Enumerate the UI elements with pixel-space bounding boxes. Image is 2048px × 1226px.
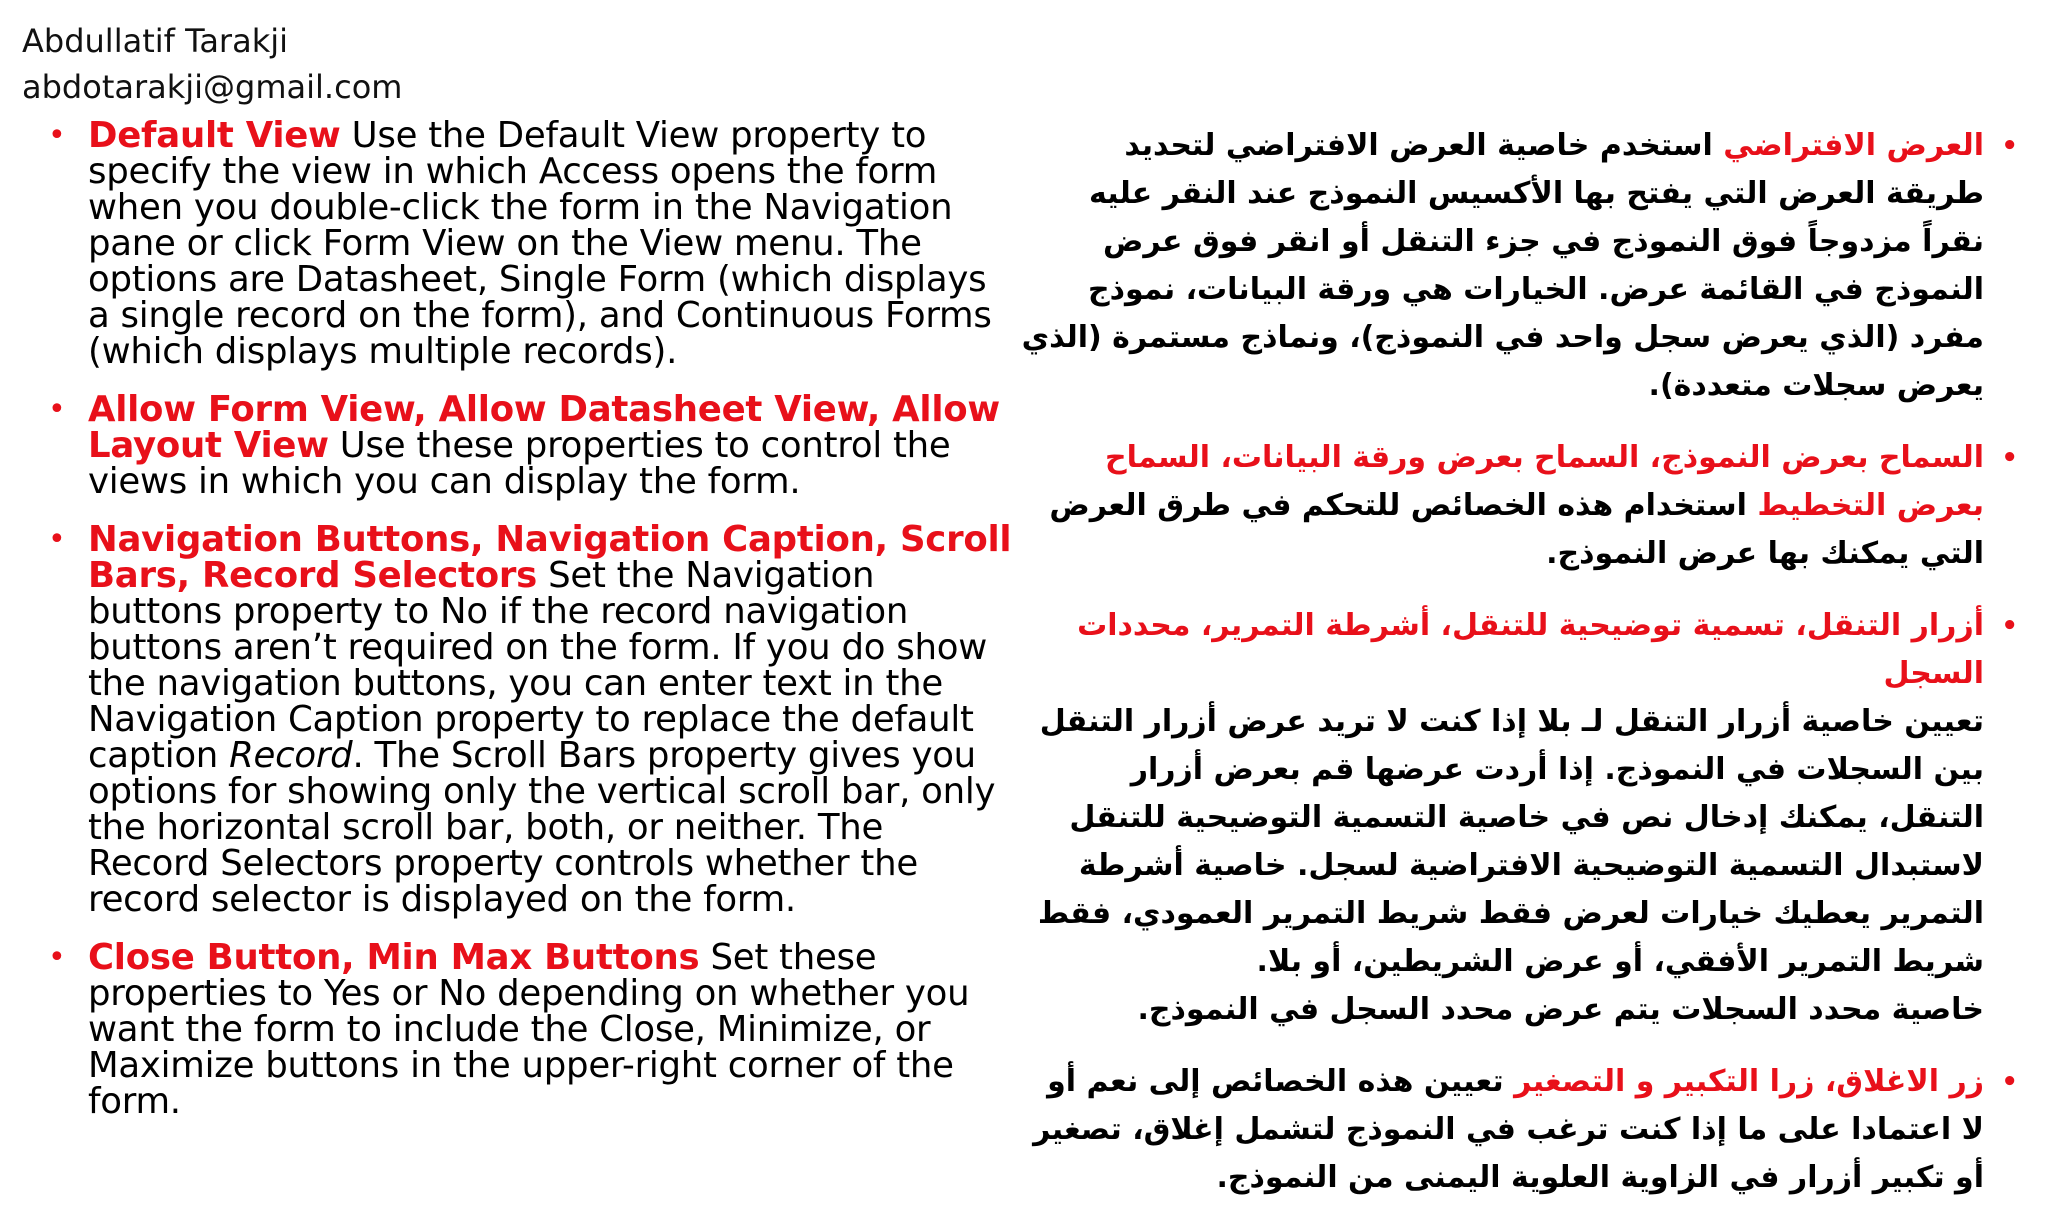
arabic-item-close-button — [1018, 1058, 2018, 1202]
item-title: Close Button, Min Max Buttons — [88, 937, 700, 978]
english-item-navigation — [44, 519, 1014, 920]
item-body: استخدام هذه الخصائص للتحكم في طرق العرض التي يمكنك بها عرض النموذج. — [1049, 488, 1984, 571]
item-italic-term: Record — [229, 735, 353, 776]
author-email: abdotarakji@gmail.com — [22, 68, 403, 106]
english-item-close-button — [44, 937, 1014, 1122]
item-body: تعيين خاصية أزرار التنقل لـ بلا إذا كنت لا تريد عرض أزرار التنقل بين السجلات في النموذج. إذا أردت عرضها قم بعرض أزرار التنقل، يمكنك إدخال نص في خاصية التسمية التوضيحية للتنقل لاستبدال التسمية التوضيحية الافتراضية لسجل. خاصية أشرطة التمرير يعطيك خيارات لعرض فقط شريط التمرير العمودي، فقط شريط التمرير الأفقي، أو عرض الشريطين، أو بلا. — [1037, 704, 1984, 979]
arabic-item-allow-views — [1018, 434, 2018, 578]
item-body-continued: . The Scroll Bars property gives you options for showing only the vertical scroll bar, only the horizontal scroll bar, both, or neither. The Record Selectors property controls whether the record selector is displayed on the form. — [88, 735, 996, 920]
item-title: زر الاغلاق، زرا التكبير و التصغير — [1514, 1064, 1984, 1099]
author-name: Abdullatif Tarakji — [22, 22, 288, 60]
item-body: Set these properties to Yes or No depending on whether you want the form to include the Close, Minimize, or Maximize buttons in the upper-right corner of the form. — [88, 937, 970, 1122]
item-body-continued: خاصية محدد السجلات يتم عرض محدد السجل في النموذج. — [1137, 992, 1984, 1027]
item-title: أزرار التنقل، تسمية توضيحية للتنقل، أشرطة التمرير، محددات السجل — [1077, 608, 1984, 691]
item-title: Default View — [88, 115, 341, 156]
item-title: Allow Form View, Allow Datasheet View, Allow Layout View — [88, 389, 1000, 466]
item-body: استخدم خاصية العرض الافتراضي لتحديد طريقة العرض التي يفتح بها الأكسيس النموذج عند النقر عليه نقراً مزدوجاً فوق النموذج في جزء التنقل أو انقر فوق عرض النموذج في القائمة عرض. الخيارات هي ورقة البيانات، نموذج مفرد (الذي يعرض سجل واحد في النموذج)، ونماذج مستمرة (الذي يعرض سجلات متعددة). — [1021, 128, 1984, 403]
arabic-item-navigation — [1018, 602, 2018, 1034]
arabic-item-default-view — [1018, 122, 2018, 410]
bullet-icon: • — [48, 940, 66, 975]
item-title: Navigation Buttons, Navigation Caption, Scroll Bars, Record Selectors — [88, 519, 1012, 596]
item-body: Set the Navigation buttons property to No if the record navigation buttons aren’t required on the form. If you do show the navigation buttons, you can enter text in the Navigation Caption property to replace the default caption — [88, 555, 987, 776]
item-title: العرض الافتراضي — [1723, 128, 1984, 163]
bullet-icon: • — [48, 118, 66, 153]
english-column — [44, 115, 1014, 1142]
english-item-allow-views — [44, 389, 1014, 502]
bullet-icon: • — [48, 522, 66, 557]
author-block — [22, 18, 402, 110]
item-title: السماح بعرض النموذج، السماح بعرض ورقة البيانات، السماح بعرض التخطيط — [1104, 440, 1984, 523]
bullet-icon: • — [2001, 1067, 2018, 1097]
item-body: Use these properties to control the views in which you can display the form. — [88, 425, 951, 502]
item-body: Use the Default View property to specify the view in which Access opens the form when you double-click the form in the Navigation pane or click Form View on the View menu. The options are Datasheet, Single Form (which displays a single record on the form), and Continuous Forms (which displays multiple records). — [88, 115, 992, 372]
english-item-default-view — [44, 115, 1014, 372]
arabic-column — [1018, 122, 2018, 1226]
bullet-icon: • — [48, 392, 66, 427]
bullet-icon: • — [2001, 611, 2018, 641]
item-body: تعيين هذه الخصائص إلى نعم أو لا اعتمادا على ما إذا كنت ترغب في النموذج لتشمل إغلاق، تصغير أو تكبير أزرار في الزاوية العلوية اليمنى من النموذج. — [1033, 1064, 1984, 1195]
bullet-icon: • — [2001, 131, 2018, 161]
bullet-icon: • — [2001, 443, 2018, 473]
